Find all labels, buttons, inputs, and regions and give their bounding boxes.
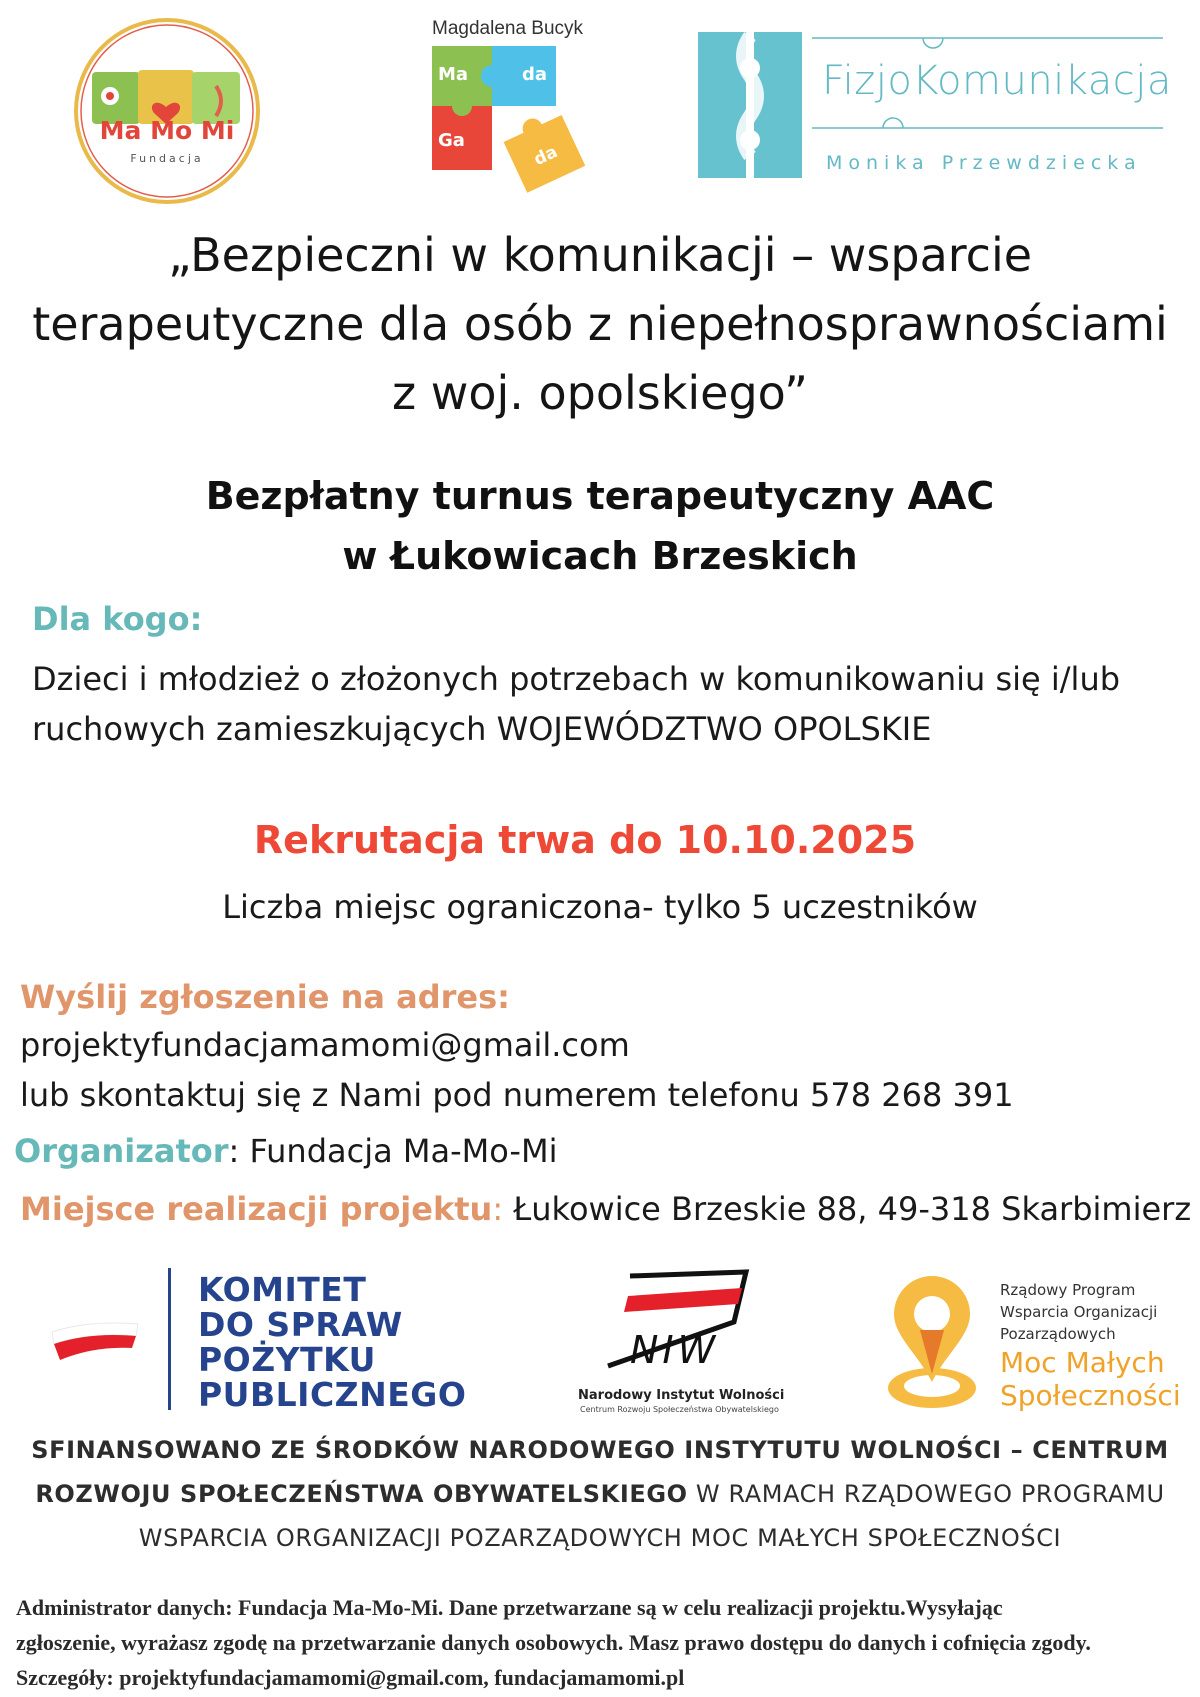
komitet-divider: [168, 1268, 171, 1410]
funding-statement: [0, 1428, 1200, 1560]
audience-label: Dla kogo:: [32, 600, 203, 638]
funding-line-1: SFINANSOWANO ZE ŚRODKÓW NARODOWEGO INSTYTUTU WOLNOŚCI – CENTRUM: [31, 1436, 1169, 1464]
event-subtitle: [0, 466, 1200, 586]
funding-line-3: WSPARCIA ORGANIZACJI POZARZĄDOWYCH MOC MAŁYCH SPOŁECZNOŚCI: [138, 1524, 1062, 1552]
komitet-line-4: PUBLICZNEGO: [198, 1375, 467, 1414]
moc-program-text: [1000, 1279, 1157, 1345]
event-subtitle-line-2: w Łukowicach Brzeskich: [342, 534, 858, 578]
page-title: [0, 221, 1200, 428]
mamomi-logo-name: Ma Mo Mi: [99, 116, 235, 145]
event-subtitle-line-1: Bezpłatny turnus terapeutyczny AAC: [205, 474, 995, 518]
puzzle-da: da: [522, 64, 548, 85]
participants-limit: Liczba miejsc ograniczona- tylko 5 uczestników: [222, 888, 978, 926]
puzzle-da-2: da: [530, 141, 561, 171]
admin-line-2: zgłoszenie, wyrażasz zgodę na przetwarzanie danych osobowych. Masz prawo dostępu do danych i cofnięcia zgody.: [16, 1630, 1091, 1655]
niw-logo: [600, 1268, 750, 1382]
moc-small-line-2: Wsparcia Organizacji: [1000, 1303, 1158, 1321]
fizjo-subtitle: Monika Przewdziecka: [826, 152, 1142, 174]
poland-flag-icon: [48, 1310, 140, 1366]
location-colon: :: [492, 1190, 504, 1228]
komitet-line-3: POŻYTKU: [198, 1340, 376, 1379]
mamomi-logo: [66, 14, 268, 208]
contact-email[interactable]: projektyfundacjamamomi@gmail.com: [20, 1026, 630, 1064]
moc-big-line-1: Moc Małych: [1000, 1346, 1165, 1379]
moc-name-text: [1000, 1346, 1181, 1412]
niw-caption-sub: Centrum Rozwoju Społeczeństwa Obywatelskiego: [580, 1405, 779, 1414]
funding-line-2-bold: ROZWOJU SPOŁECZEŃSTWA OBYWATELSKIEGO: [35, 1480, 688, 1508]
data-admin-notice: [16, 1590, 1192, 1695]
location-row: [20, 1190, 1191, 1228]
organizer-value: : Fundacja Ma-Mo-Mi: [228, 1132, 558, 1170]
location-value: Łukowice Brzeskie 88, 49-318 Skarbimierz: [503, 1190, 1192, 1228]
puzzle-ma: Ma: [438, 64, 469, 85]
fizjo-title: FizjoKomunikacja: [822, 58, 1172, 104]
niw-caption: Narodowy Instytut Wolności: [578, 1388, 785, 1403]
funding-line-2: [0, 1472, 1200, 1516]
admin-line-3: Szczegóły: projektyfundacjamamomi@gmail.com, fundacjamamomi.pl: [16, 1665, 685, 1690]
admin-line-1: Administrator danych: Fundacja Ma-Mo-Mi. Dane przetwarzane są w celu realizacji projektu.Wysyłając: [16, 1595, 1003, 1620]
page-title-line-2: terapeutyczne dla osób z niepełnosprawnościami: [32, 297, 1168, 351]
moc-small-line-3: Pozarządowych: [1000, 1325, 1116, 1343]
page-title-line-3: z woj. opolskiego”: [391, 366, 809, 420]
organizer-label: Organizator: [14, 1132, 229, 1170]
madagada-logo: [424, 38, 614, 228]
niw-logo-text: NIW: [630, 1328, 720, 1372]
mamomi-logo-sub: Fundacja: [130, 152, 204, 165]
location-label: Miejsce realizacji projektu: [20, 1190, 493, 1228]
contact-phone: lub skontaktuj się z Nami pod numerem telefonu 578 268 391: [20, 1076, 1014, 1114]
komitet-logo-text: [198, 1272, 466, 1412]
komitet-line-1: KOMITET: [198, 1270, 367, 1309]
page-title-line-1: „Bezpieczni w komunikacji – wsparcie: [167, 228, 1033, 282]
organizer-row: [14, 1132, 557, 1170]
moc-small-line-1: Rządowy Program: [1000, 1281, 1136, 1299]
contact-label: Wyślij zgłoszenie na adres:: [20, 978, 510, 1016]
puzzle-ga: Ga: [438, 130, 465, 151]
audience-line-1: Dzieci i młodzież o złożonych potrzebach w komunikowaniu się i/lub: [32, 660, 1121, 698]
funding-line-2-rest: W RAMACH RZĄDOWEGO PROGRAMU: [687, 1480, 1165, 1508]
recruitment-deadline: Rekrutacja trwa do 10.10.2025: [253, 818, 917, 862]
moc-malych-spolecznosci-icon: [880, 1270, 990, 1416]
madagada-author: Magdalena Bucyk: [432, 18, 584, 39]
komitet-line-2: DO SPRAW: [198, 1305, 403, 1344]
moc-big-line-2: Społeczności: [1000, 1379, 1181, 1412]
audience-line-2: ruchowych zamieszkujących WOJEWÓDZTWO OPOLSKIE: [32, 710, 932, 748]
audience-text: [32, 654, 1120, 754]
